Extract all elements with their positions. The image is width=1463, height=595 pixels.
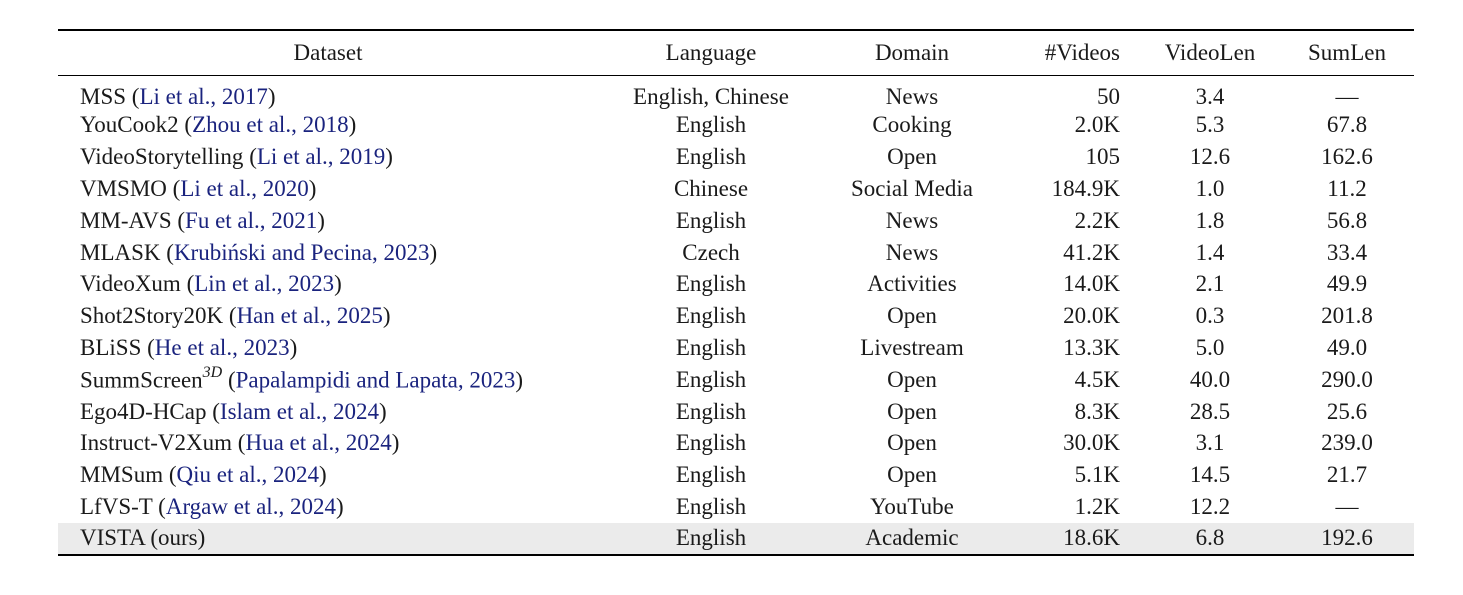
cell-dataset: Ego4D-HCap (Islam et al., 2024) — [80, 398, 387, 424]
table-row — [58, 491, 1414, 523]
cell-videolen-ours: 6.8 — [1140, 523, 1280, 555]
table-row — [58, 205, 1414, 237]
cell-sumlen: 201.8 — [1321, 303, 1373, 329]
citation-link[interactable]: Islam et al., 2024 — [219, 398, 379, 424]
table-row — [58, 364, 1414, 396]
cell-language: English — [675, 112, 747, 138]
table-body — [58, 75, 1414, 555]
cell-videolen: 40.0 — [1189, 366, 1231, 392]
dataset-name: VideoXum — [80, 271, 181, 297]
cell-videolen: 5.3 — [1195, 112, 1225, 138]
cell-videolen: 14.5 — [1189, 462, 1231, 488]
cell-language: English — [675, 271, 747, 297]
cell-videos: 184.9K — [1051, 175, 1120, 201]
cell-videos: 20.0K — [1063, 303, 1120, 329]
cell-videolen: 3.1 — [1195, 430, 1225, 456]
cell-domain: Social Media — [851, 175, 973, 201]
cell-sumlen: — — [1335, 493, 1359, 519]
cell-domain: Open — [887, 398, 937, 424]
cell-dataset: VideoXum (Lin et al., 2023) — [80, 271, 342, 297]
cell-language: English — [675, 430, 747, 456]
header-dataset: Dataset — [293, 39, 363, 65]
cell-videos: 2.2K — [1074, 207, 1120, 233]
cell-videos: 41.2K — [1063, 239, 1120, 265]
cell-videos: 30.0K — [1063, 430, 1120, 456]
dataset-name: SummScreen — [80, 367, 203, 393]
dataset-superscript: 3D — [202, 363, 223, 381]
header-sumlen: SumLen — [1308, 39, 1386, 65]
cell-videolen: 2.1 — [1195, 271, 1225, 297]
dataset-name: VideoStorytelling — [80, 144, 244, 170]
cell-sumlen: 162.6 — [1321, 144, 1373, 170]
cell-dataset: SummScreen$^{3D}$ (Papalampidi and Lapata, 2023) — [80, 363, 524, 393]
cell-language: English — [675, 493, 747, 519]
citation-link[interactable]: Krubiński and Pecina, 2023 — [173, 239, 430, 265]
table-row — [58, 332, 1414, 364]
cell-dataset: LfVS-T (Argaw et al., 2024) — [80, 493, 344, 519]
cell-sumlen: 239.0 — [1321, 430, 1373, 456]
cell-domain: Open — [887, 462, 937, 488]
cell-dataset: MMSum (Qiu et al., 2024) — [80, 462, 327, 488]
cell-sumlen: 67.8 — [1326, 112, 1368, 138]
cell-language: English — [675, 398, 747, 424]
cell-videos: 8.3K — [1074, 398, 1120, 424]
cell-dataset: MM-AVS (Fu et al., 2021) — [80, 207, 325, 233]
citation-link[interactable]: Fu et al., 2021 — [185, 207, 318, 233]
cell-videolen: 12.6 — [1189, 144, 1231, 170]
cell-videos: 13.3K — [1063, 334, 1120, 360]
cell-domain: Livestream — [860, 334, 964, 360]
citation-link[interactable]: Han et al., 2025 — [236, 303, 383, 329]
citation-link[interactable]: Papalampidi and Lapata, 2023 — [235, 367, 516, 393]
table-row — [58, 459, 1414, 491]
cell-domain: Open — [887, 144, 937, 170]
cell-language: Chinese — [673, 175, 749, 201]
cell-sumlen: — — [1335, 83, 1359, 109]
cell-language: English — [675, 303, 747, 329]
citation-link[interactable]: Hua et al., 2024 — [245, 430, 392, 456]
table-row — [58, 300, 1414, 332]
cell-dataset: MLASK (Krubiński and Pecina, 2023) — [80, 239, 438, 265]
cell-videolen: 1.0 — [1195, 175, 1225, 201]
cell-sumlen: 56.8 — [1326, 207, 1368, 233]
cell-language: English — [675, 207, 747, 233]
table-row — [58, 427, 1414, 459]
table-row — [58, 396, 1414, 428]
cell-sumlen: 290.0 — [1321, 366, 1373, 392]
dataset-name: MSS — [80, 83, 127, 109]
cell-videos-ours: 18.6K — [1000, 523, 1140, 555]
cell-domain-ours: Academic — [824, 523, 1000, 555]
cell-sumlen: 21.7 — [1326, 462, 1368, 488]
cell-language: English — [675, 366, 747, 392]
table-row — [58, 141, 1414, 173]
cell-domain: Cooking — [872, 112, 952, 138]
cell-videos: 4.5K — [1074, 366, 1120, 392]
cell-domain: Open — [887, 430, 937, 456]
dataset-name: LfVS-T — [80, 493, 153, 519]
cell-videolen: 1.4 — [1195, 239, 1225, 265]
citation-link[interactable]: Argaw et al., 2024 — [165, 493, 336, 519]
citation-link[interactable]: Li et al., 2017 — [139, 83, 268, 109]
cell-dataset: VideoStorytelling (Li et al., 2019) — [80, 144, 393, 170]
cell-videos: 14.0K — [1063, 271, 1120, 297]
table-row-ours — [58, 523, 1414, 555]
cell-domain: News — [885, 207, 939, 233]
citation-link[interactable]: Qiu et al., 2024 — [176, 462, 319, 488]
header-row — [58, 30, 1414, 75]
cell-domain: YouTube — [870, 493, 954, 519]
cell-videolen: 1.8 — [1195, 207, 1225, 233]
dataset-name: Instruct-V2Xum — [80, 430, 233, 456]
cell-domain: Open — [887, 303, 937, 329]
cell-videos: 5.1K — [1074, 462, 1120, 488]
cell-videolen: 0.3 — [1195, 303, 1225, 329]
cell-sumlen: 49.0 — [1326, 334, 1368, 360]
cell-videolen: 12.2 — [1189, 493, 1231, 519]
cell-dataset: MSS (Li et al., 2017) — [80, 83, 276, 109]
cell-videos: 2.0K — [1074, 112, 1120, 138]
dataset-name: Shot2Story20K — [80, 303, 224, 329]
citation-link[interactable]: Li et al., 2020 — [180, 175, 309, 201]
cell-videolen: 28.5 — [1189, 398, 1231, 424]
citation-link[interactable]: Li et al., 2019 — [256, 144, 386, 170]
table-row — [58, 268, 1414, 300]
citation-link[interactable]: He et al., 2023 — [154, 334, 290, 360]
cell-videolen: 5.0 — [1195, 334, 1225, 360]
cell-domain: Activities — [867, 271, 957, 297]
cell-videos: 105 — [1085, 144, 1120, 170]
cell-sumlen: 33.4 — [1326, 239, 1368, 265]
cell-language: English — [675, 144, 747, 170]
cell-dataset-ours: VISTA (ours) — [58, 523, 598, 555]
header-videos: #Videos — [1044, 39, 1120, 65]
table-row — [58, 110, 1414, 142]
table-row — [58, 237, 1414, 269]
cell-language: Czech — [682, 239, 740, 265]
dataset-comparison-table-container — [58, 29, 1414, 556]
cell-videos: 1.2K — [1074, 493, 1120, 519]
dataset-name: Ego4D-HCap — [80, 398, 207, 424]
cell-videolen: 3.4 — [1195, 83, 1225, 109]
cell-sumlen: 25.6 — [1326, 398, 1368, 424]
header-language: Language — [665, 39, 757, 65]
cell-sumlen: 11.2 — [1327, 175, 1367, 201]
header-domain: Domain — [874, 39, 950, 65]
cell-language: English — [675, 334, 747, 360]
table-row — [58, 173, 1414, 205]
table-row — [58, 75, 1414, 110]
cell-sumlen: 49.9 — [1326, 271, 1368, 297]
dataset-comparison-table — [58, 29, 1414, 556]
cell-language: English — [675, 462, 747, 488]
cell-language-ours: English — [598, 523, 824, 555]
dataset-name: BLiSS — [80, 334, 142, 360]
cell-domain: News — [885, 239, 939, 265]
cell-videos: 50 — [1097, 83, 1120, 109]
cell-dataset: Shot2Story20K (Han et al., 2025) — [80, 303, 391, 329]
cell-dataset: YouCook2 (Zhou et al., 2018) — [80, 112, 357, 138]
cell-sumlen-ours: 192.6 — [1280, 523, 1414, 555]
cell-domain: News — [885, 83, 939, 109]
header-videolen: VideoLen — [1164, 39, 1256, 65]
dataset-name: MM-AVS — [80, 207, 172, 233]
cell-language: English, Chinese — [633, 83, 789, 109]
citation-link[interactable]: Lin et al., 2023 — [194, 271, 335, 297]
dataset-name: YouCook2 — [80, 112, 179, 138]
cell-dataset: VMSMO (Li et al., 2020) — [80, 175, 317, 201]
table-header — [58, 30, 1414, 75]
citation-link[interactable]: Zhou et al., 2018 — [192, 112, 349, 138]
dataset-name: MMSum — [80, 462, 164, 488]
cell-dataset: BLiSS (He et al., 2023) — [80, 334, 298, 360]
dataset-name: MLASK — [80, 239, 161, 265]
cell-dataset: Instruct-V2Xum (Hua et al., 2024) — [80, 430, 400, 456]
dataset-name: VMSMO — [80, 175, 167, 201]
cell-domain: Open — [887, 366, 937, 392]
